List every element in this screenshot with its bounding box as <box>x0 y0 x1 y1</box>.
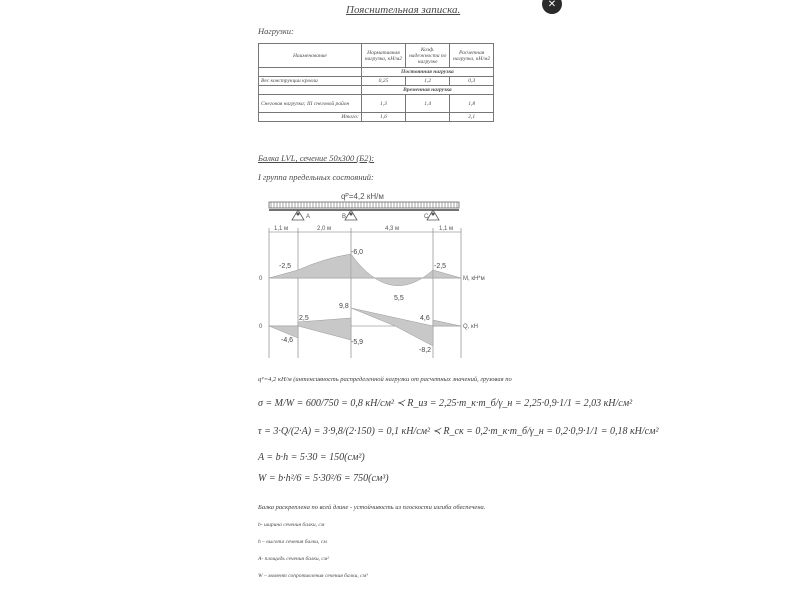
table-cell: Итого: <box>259 113 362 122</box>
shear-value: 9,8 <box>339 303 349 310</box>
table-header: Наименование <box>259 44 362 68</box>
support-label: B <box>342 214 347 220</box>
table-group-label: Временная нагрузка <box>361 86 493 95</box>
legend-item: b- ширина сечения балки, см <box>258 522 325 528</box>
support-label: A <box>306 214 311 220</box>
span-label: 4,3 м <box>385 226 400 232</box>
moment-axis-label: M, кН*м <box>463 276 485 282</box>
table-total-row <box>259 113 494 122</box>
support-c <box>424 210 439 220</box>
table-group-label: Постоянная нагрузка <box>361 68 493 77</box>
legend-item: W – момент сопротивления сечения балки, см³ <box>258 573 368 579</box>
span-label: 1,1 м <box>439 226 454 232</box>
close-button[interactable] <box>542 0 562 14</box>
table-cell: Снеговая нагрузка; III снеговой район <box>259 95 362 113</box>
shear-value: -4,6 <box>281 337 294 344</box>
table-cell: 1,2 <box>406 77 450 86</box>
table-cell: 0,3 <box>450 77 494 86</box>
moment-value: -2,5 <box>279 263 292 270</box>
support-label: C <box>424 214 429 220</box>
formula-w: W = b·h²/6 = 5·30²/6 = 750(см³) <box>258 473 389 484</box>
support-a <box>292 210 310 220</box>
beam-heading: Балка LVL, сечение 50х300 (Б2): <box>258 153 375 163</box>
formula-tau: τ = 3·Q/(2·A) = 3·9,8/(2·150) = 0,1 кН/см² ≺ R_ск = 0,2·m_к·m_б/γ_н = 0,2·0,9·1/1 = 0,18 кН/см² <box>258 426 659 437</box>
formula-sigma: σ = M/W = 600/750 = 0,8 кН/см² ≺ R_из = 2,25·m_к·m_б/γ_н = 2,25·0,9·1/1 = 2,03 кН/см² <box>258 398 633 409</box>
table-cell: 0,25 <box>361 77 405 86</box>
shear-axis-label: Q, кН <box>463 324 478 330</box>
zero-label: 0 <box>259 324 263 330</box>
table-cell: Вес конструкции кровли <box>259 77 362 86</box>
span-label: 2,0 м <box>317 226 332 232</box>
shear-value: -8,2 <box>419 347 432 354</box>
formula-area: A = b·h = 5·30 = 150(см²) <box>258 452 365 463</box>
table-header: Нормативная нагрузка, кН/м2 <box>361 44 405 68</box>
table-cell: 1,4 <box>406 95 450 113</box>
page-title: Пояснительная записка. <box>346 4 461 16</box>
close-icon: ✕ <box>547 0 557 10</box>
table-cell: 2,1 <box>450 113 494 122</box>
shear-value: -5,9 <box>351 339 364 346</box>
support-b <box>342 210 357 220</box>
moment-value: -6,0 <box>351 249 364 256</box>
loads-heading: Нагрузки: <box>258 26 294 36</box>
shear-area <box>433 320 461 326</box>
beam-diagram <box>255 188 485 358</box>
table-cell: 1,8 <box>450 95 494 113</box>
moment-value: 5,5 <box>394 295 404 302</box>
moment-value: -2,5 <box>434 263 447 270</box>
shear-value: 4,6 <box>420 315 430 322</box>
table-row <box>259 95 494 113</box>
moment-area <box>433 270 461 278</box>
zero-label: 0 <box>259 276 263 282</box>
table-row <box>259 77 494 86</box>
shear-value: 2,5 <box>299 315 309 322</box>
group-heading: I группа предельных состояний: <box>258 172 374 182</box>
loads-table <box>258 43 494 122</box>
load-label: qᴾ=4,2 кН/м <box>341 192 384 201</box>
table-header: Расчетная нагрузка, кН/м2 <box>450 44 494 68</box>
table-header: Коэф. надежности по нагрузке <box>406 44 450 68</box>
legend-item: A- площадь сечения балки, см² <box>258 556 330 562</box>
table-cell: 1,3 <box>361 95 405 113</box>
table-cell: 1,6 <box>361 113 405 122</box>
intensity-note: qᴾ=4,2 кН/м (интенсивность распределенной нагрузки от расчетных значений, грузовая по <box>258 376 512 383</box>
shear-area <box>351 308 433 346</box>
legend-item: h – высота сечения балки, см <box>258 539 327 545</box>
moment-area <box>351 254 433 286</box>
stability-note: Балка раскреплена по всей длине - устойчивость из плоскости изгиба обеспечена. <box>258 504 486 511</box>
span-label: 1,1 м <box>274 226 289 232</box>
